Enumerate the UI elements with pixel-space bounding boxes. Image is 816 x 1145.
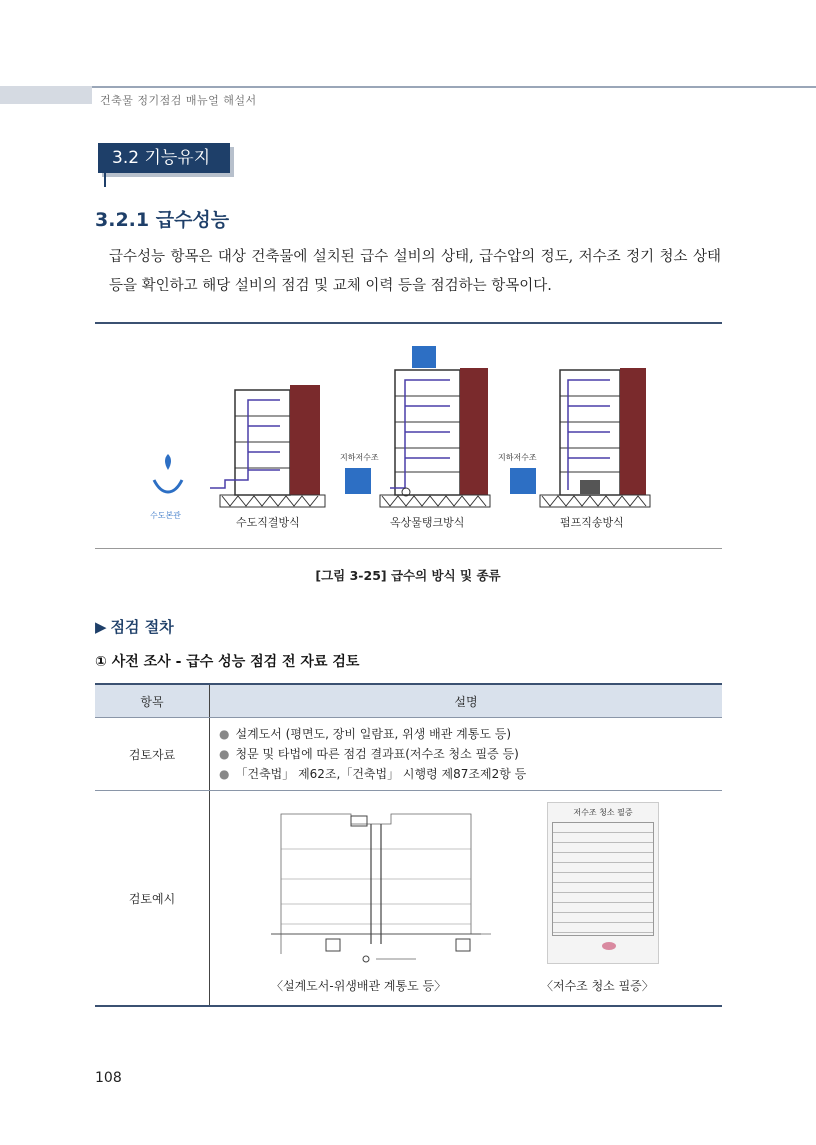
- underground-tank-label-2: 지하저수조: [498, 453, 537, 462]
- header-accent-bar: [0, 86, 92, 104]
- table-header-item: 항목: [95, 684, 210, 718]
- table-header-description: 설명: [210, 684, 723, 718]
- certificate-image: [547, 802, 659, 964]
- table-cell-examples: [210, 791, 723, 1007]
- bullet-icon: ●: [219, 747, 230, 761]
- section-title-marker: [104, 173, 106, 187]
- figure-caption: [그림 3-25] 급수의 방식 및 종류: [315, 568, 501, 583]
- method-3-label: 펌프직송방식: [560, 516, 624, 529]
- table-header-row: [95, 684, 722, 718]
- review-table: [95, 683, 722, 1007]
- procedure-title: [95, 616, 174, 637]
- review-materials-list: [211, 720, 721, 788]
- certificate-stamp: [602, 942, 616, 950]
- figure-top-rule: [95, 322, 722, 324]
- bullet-icon: ●: [219, 767, 230, 781]
- water-main-label: 수도본관: [150, 511, 181, 520]
- underground-tank-label-1: 지하저수조: [340, 453, 379, 462]
- procedure-title-text: 점검 절차: [110, 618, 174, 636]
- table-cell-item: 검토예시: [95, 791, 210, 1007]
- list-item-text: 설계도서 (평면도, 장비 일람표, 위생 배관 계통도 등): [235, 727, 512, 741]
- method-1-label: 수도직결방식: [236, 516, 300, 529]
- method-2-label: 옥상물탱크방식: [390, 516, 465, 529]
- list-item-text: 청문 및 타법에 따른 점검 결과표(저수조 청소 필증 등): [235, 747, 519, 761]
- building-rooftop-tank: [345, 346, 490, 507]
- list-item-text: 「건축법」 제62조,「건축법」 시행령 제87조제2항 등: [235, 767, 527, 781]
- list-item: [219, 724, 721, 744]
- intro-paragraph: 급수성능 항목은 대상 건축물에 설치된 급수 설비의 상태, 급수압의 정도, 저수조 정기 청소 상태 등을 확인하고 해당 설비의 점검 및 교체 이력 등을 점검하는 항목이다.: [109, 249, 721, 294]
- certificate-title: 저수조 청소 필증: [573, 808, 633, 817]
- triangle-bullet-icon: ▶: [95, 618, 107, 636]
- table-cell-description: [210, 718, 723, 791]
- running-title: 건축물 정기점검 매뉴얼 해설서: [100, 94, 257, 107]
- building-direct: [210, 385, 325, 507]
- table-row: [95, 791, 722, 1007]
- plumbing-diagram-image: [251, 804, 491, 964]
- water-supply-figure: [140, 340, 660, 540]
- step-title: ① 사전 조사 - 급수 성능 점검 전 자료 검토: [95, 654, 360, 670]
- bullet-icon: ●: [219, 727, 230, 741]
- list-item: [219, 764, 721, 784]
- table-cell-item: 검토자료: [95, 718, 210, 791]
- building-pump-direct: [510, 368, 650, 507]
- section-title: 3.2 기능유지: [98, 143, 230, 173]
- list-item: [219, 744, 721, 764]
- table-row: [95, 718, 722, 791]
- example-caption-certificate: 〈저수조 청소 필증〉: [541, 979, 654, 993]
- water-main-icon: [154, 454, 182, 492]
- example-caption-plumbing: 〈설계도서-위생배관 계통도 등〉: [271, 979, 447, 993]
- page-number: 108: [95, 1070, 122, 1086]
- subsection-title: 3.2.1 급수성능: [95, 209, 230, 231]
- figure-bottom-rule: [95, 548, 722, 549]
- header-rule: [92, 86, 816, 88]
- certificate-body: [552, 822, 654, 936]
